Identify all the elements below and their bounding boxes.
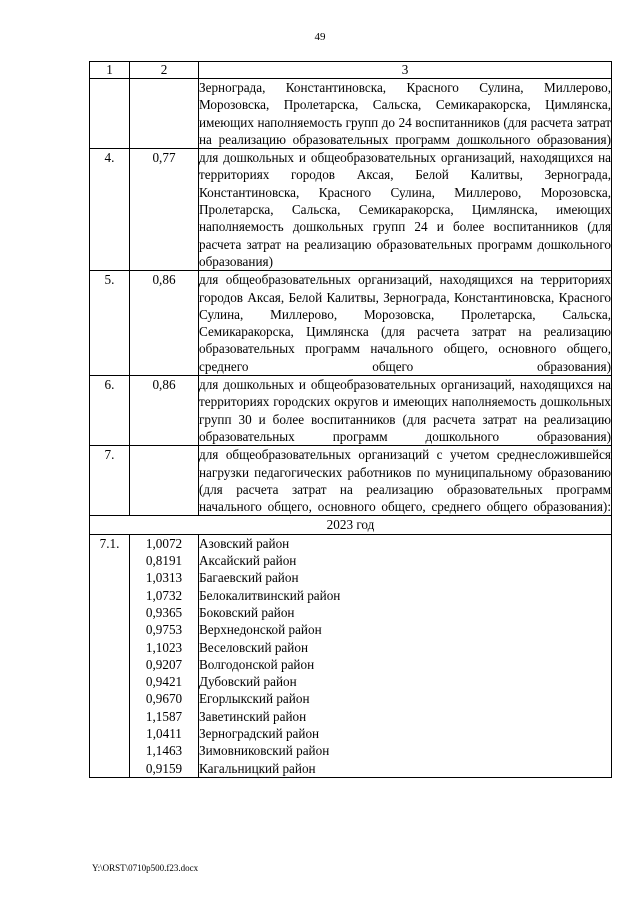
row-description: для общеобразовательных организаций, находящихся на территориях городов Аксая, Белой Калитвы, Зернограда, Константиновска, Красного Сулина, Миллерово, Морозовска, Пролетарска, Сальска, Семикаракорска, Цимлянска (для расчета затрат на реализацию образовательных программ начального общего, основного общего, среднего общего образования) — [199, 272, 611, 374]
district-name: Верхнедонской район — [199, 622, 322, 638]
row-coefficient: 0,86 — [130, 376, 199, 446]
coefficient-value: 1,0313 — [145, 570, 183, 586]
header-col-2: 2 — [130, 62, 199, 79]
table-row — [90, 149, 612, 271]
row-description: для дошкольных и общеобразовательных организаций, находящихся на территориях городских округов и имеющих наполняемость дошкольных групп 30 и более воспитанников (для расчета затрат на реализацию образовательных программ дошкольного образования) — [199, 377, 611, 444]
coefficient-value: 0,9207 — [145, 656, 183, 672]
subsection-row — [90, 534, 612, 777]
coefficient-value: 1,1023 — [145, 639, 183, 655]
subsection-number: 7.1. — [90, 534, 130, 777]
row-number: 6. — [90, 376, 130, 446]
coefficient-value: 0,9365 — [145, 604, 183, 620]
district-name: Боковский район — [199, 604, 295, 620]
table-header-row — [90, 62, 612, 79]
year-heading: 2023 год — [90, 516, 612, 534]
coefficients-table — [89, 61, 612, 778]
district-name: Аксайский район — [199, 553, 297, 569]
row-number: 4. — [90, 149, 130, 271]
row-coefficient — [130, 446, 199, 516]
row-coefficient: 0,86 — [130, 271, 199, 376]
row-description: Зернограда, Константиновска, Красного Сулина, Миллерово, Морозовска, Пролетарска, Сальска, Семикаракорска, Цимлянска, имеющих наполняемость групп до 24 воспитанников (для расчета затрат на реализацию образовательных программ дошкольного образования) — [199, 80, 611, 147]
district-name: Заветинский район — [199, 708, 307, 724]
district-name: Багаевский район — [199, 570, 299, 586]
coefficient-value: 0,9753 — [145, 622, 183, 638]
row-description: для дошкольных и общеобразовательных организаций, находящихся на территориях городов Аксая, Белой Калитвы, Зернограда, Константиновска, Красного Сулина, Миллерово, Морозовска, Пролетарска, Сальска, Семикаракорска, Цимлянска, имеющих наполняемость дошкольных групп 24 и более воспитанников (для расчета затрат на реализацию образовательных программ дошкольного образования) — [199, 150, 611, 269]
district-name: Веселовский район — [199, 639, 308, 655]
header-col-1: 1 — [90, 62, 130, 79]
table-row — [90, 271, 612, 376]
row-number: 7. — [90, 446, 130, 516]
header-col-3: 3 — [199, 62, 612, 79]
year-row — [90, 516, 612, 534]
table-row — [90, 79, 612, 149]
coefficient-value: 1,1463 — [145, 743, 183, 759]
coefficient-value: 0,9421 — [145, 674, 183, 690]
file-path-footer: Y:\ORST\0710p500.f23.docx — [92, 863, 199, 873]
table-row — [90, 446, 612, 516]
district-name: Кагальницкий район — [199, 760, 316, 776]
district-name: Зимовниковский район — [199, 743, 330, 759]
row-number: 5. — [90, 271, 130, 376]
district-name: Зерноградский район — [199, 725, 320, 741]
row-number — [90, 79, 130, 149]
coefficient-value: 0,9670 — [145, 691, 183, 707]
district-name: Азовский район — [199, 535, 290, 551]
coefficient-value: 1,0732 — [145, 587, 183, 603]
coefficient-value: 1,0072 — [145, 535, 183, 551]
row-description: для общеобразовательных организаций с учетом среднесложившейся нагрузки педагогических работников по муниципальному образованию (для расчета затрат на реализацию образовательных программ начального общего, основного общего, среднего общего образования): — [199, 447, 611, 515]
district-name: Волгодонской район — [199, 656, 315, 672]
district-name: Белокалитвинский район — [199, 587, 341, 603]
row-coefficient: 0,77 — [130, 149, 199, 271]
coefficient-value: 0,9159 — [145, 760, 183, 776]
coefficient-value: 0,8191 — [145, 553, 183, 569]
row-coefficient — [130, 79, 199, 149]
page-number: 49 — [314, 31, 326, 43]
coefficient-value: 1,1587 — [145, 708, 183, 724]
district-name: Егорлыкский район — [199, 691, 310, 707]
coefficient-value: 1,0411 — [146, 725, 182, 741]
district-list — [199, 534, 612, 777]
table-row — [90, 376, 612, 446]
coefficient-list — [130, 534, 199, 777]
district-name: Дубовский район — [199, 674, 297, 690]
